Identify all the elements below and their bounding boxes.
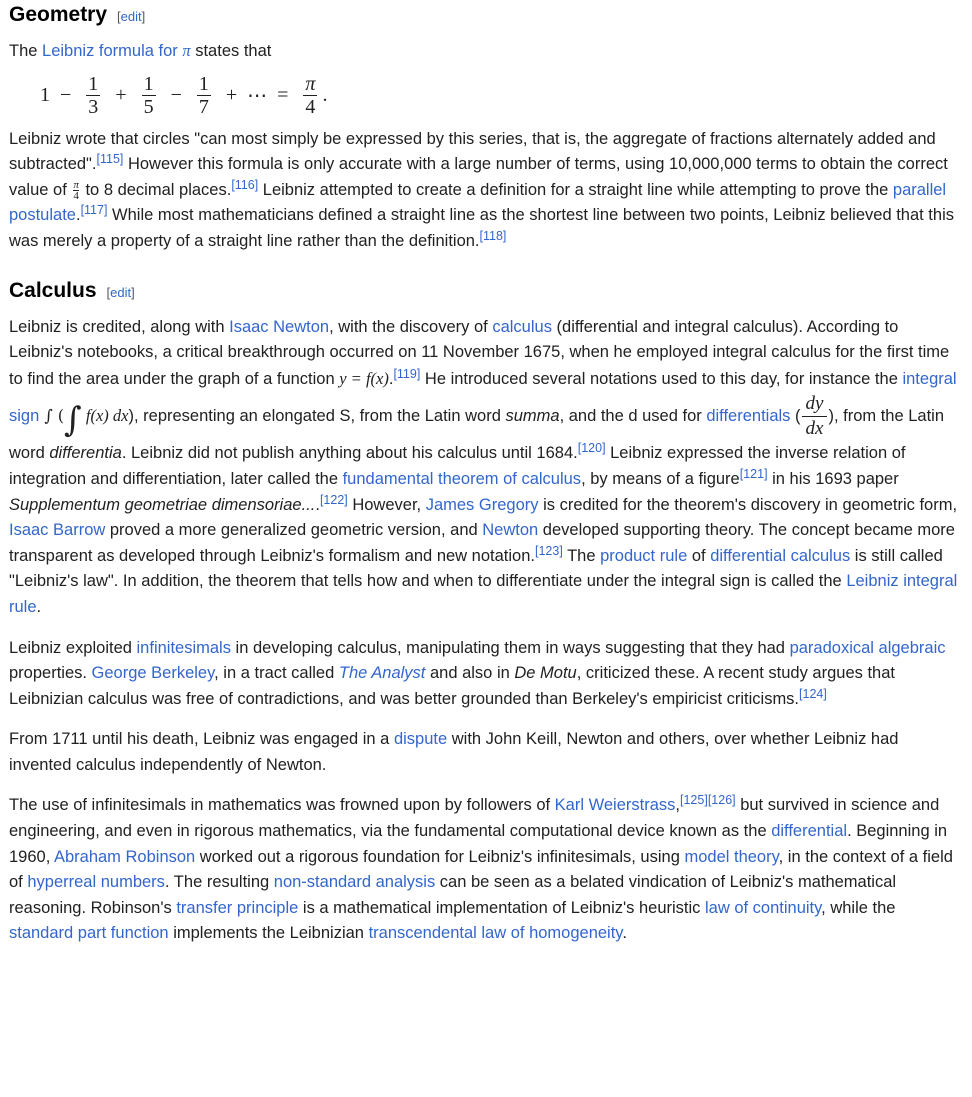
section-heading-calculus [9, 277, 963, 307]
link-parallel-postulate[interactable]: parallel postulate [9, 180, 947, 225]
link-abraham-robinson[interactable]: Abraham Robinson [53, 847, 196, 866]
link-hyperreal-numbers[interactable]: hyperreal numbers [27, 873, 165, 892]
leibniz-series-equation: 1 − $\frac{1}{3}$ + $\frac{1}{5}$ − $\frac{1}{7}$ + ⋯ = $\frac{\pi}{4}$ . [40, 73, 328, 119]
citation-115[interactable]: [115] [96, 152, 124, 167]
citation-119[interactable]: [119] [393, 366, 421, 381]
citation-124[interactable]: [124] [799, 686, 827, 701]
citation-122[interactable]: [122] [319, 492, 348, 507]
citation-123[interactable]: [123] [534, 543, 563, 558]
heading-text: Geometry [9, 3, 108, 26]
citation-117[interactable]: [117] [80, 203, 108, 218]
citation-120[interactable]: [120] [577, 441, 606, 456]
link-newton[interactable]: Newton [482, 521, 539, 540]
citation-125[interactable]: [125] [680, 793, 708, 808]
edit-section-calculus: [edit] [106, 284, 135, 300]
citation-126[interactable]: [126] [707, 793, 736, 808]
link-differentials[interactable]: differentials [706, 407, 791, 426]
link-paradoxical-algebraic[interactable]: paradoxical algebraic [789, 638, 946, 657]
link-isaac-barrow[interactable]: Isaac Barrow [9, 521, 106, 540]
link-dispute[interactable]: dispute [393, 730, 448, 749]
link-leibniz-formula[interactable]: Leibniz formula for π [42, 41, 191, 60]
link-model-theory[interactable]: model theory [684, 847, 779, 866]
citation-116[interactable]: [116] [231, 177, 259, 192]
link-standard-part-function[interactable]: standard part function [9, 924, 169, 943]
link-the-analyst[interactable]: The Analyst [338, 664, 426, 683]
paragraph: The Leibniz formula for π states that [9, 41, 272, 60]
link-transcendental-law-of-homogeneity[interactable]: transcendental law of homogeneity [368, 924, 623, 943]
link-differential[interactable]: differential [771, 822, 848, 841]
link-law-of-continuity[interactable]: law of continuity [705, 898, 822, 917]
link-infinitesimals[interactable]: infinitesimals [136, 638, 231, 657]
link-isaac-newton[interactable]: Isaac Newton [229, 317, 330, 336]
edit-link[interactable]: edit [120, 9, 142, 24]
link-transfer-principle[interactable]: transfer principle [176, 898, 299, 917]
paragraph: The use of infinitesimals in mathematics was frowned upon by followers of Karl Weierstrass,[125][126] but survived in science and engineering, and even in rigorous mathematics, via the fundamental computational device known as the differential. Beginning in 1960, Abraham Robinson worked out a rigorous foundation for Leibniz's infinitesimals, using model theory, in the context of a field of hyperreal numbers. The resulting non-standard analysis can be seen as a belated vindication of Leibniz's mathematical reasoning. Robinson's transfer principle is a mathematical implementation of Leibniz's heuristic law of continuity, while the standard part function implements the Leibnizian transcendental law of homogeneity. [9, 793, 953, 943]
link-leibniz-integral-rule[interactable]: Leibniz integral rule [9, 572, 958, 616]
edit-section-geometry: [edit] [117, 9, 146, 24]
link-calculus[interactable]: calculus [492, 317, 552, 336]
section-heading-geometry [9, 0, 963, 31]
paragraph: From 1711 until his death, Leibniz was engaged in a dispute with John Keill, Newton and others, over whether Leibniz had invented calculus independently of Newton. [9, 730, 899, 774]
link-non-standard-analysis[interactable]: non-standard analysis [273, 873, 436, 892]
paragraph: Leibniz wrote that circles "can most simply be expressed by this series, that is, the aggregate of fractions alternately added and subtracted".[115] However this formula is only accurate with a large number of terms, using 10,000,000 terms to obtain the correct value of $\frac{\pi}{4}$ to 8 decimal places.[116] Leibniz attempted to create a definition for a straight line while attempting to prove the parallel postulate.[117] While most mathematicians defined a straight line as the shortest line between two points, Leibniz believed that this was merely a property of a straight line rather than the definition.[118] [9, 129, 954, 250]
link-product-rule[interactable]: product rule [600, 546, 688, 565]
citation-121[interactable]: [121] [739, 466, 768, 481]
link-karl-weierstrass[interactable]: Karl Weierstrass [554, 796, 676, 815]
function-notation: y = f(x) [339, 368, 389, 388]
link-integral-sign[interactable]: integral sign [9, 369, 957, 426]
link-fundamental-theorem[interactable]: fundamental theorem of calculus [342, 469, 582, 488]
link-james-gregory[interactable]: James Gregory [425, 495, 539, 514]
link-george-berkeley[interactable]: George Berkeley [91, 664, 215, 683]
citation-118[interactable]: [118] [479, 228, 507, 243]
dy-dx-fraction: $\frac{dy}{dx}$ [802, 392, 828, 441]
pi-over-4: $\frac{\pi}{4}$ [73, 178, 79, 202]
integral-symbol: ∫ [64, 400, 82, 441]
link-differential-calculus[interactable]: differential calculus [710, 546, 851, 565]
edit-link[interactable]: edit [110, 284, 132, 300]
paragraph: Leibniz exploited infinitesimals in developing calculus, manipulating them in ways suggesting that they had paradoxical algebraic properties. George Berkeley, in a tract called The Analyst and also in De Motu, criticized these. A recent study argues that Leibnizian calculus was free of contradictions, and was better grounded than Berkeley's empiricist criticisms.[124] [9, 638, 946, 708]
heading-text: Calculus [9, 278, 97, 302]
paragraph: Leibniz is credited, along with Isaac Newton, with the discovery of calculus (differential and integral calculus). According to Leibniz's notebooks, a critical breakthrough occurred on 11 November 1675, when he employed integral calculus for the first time to find the area under the graph of a function y = f(x).[119] He introduced several notations used to this day, for instance the integral sign ∫ (∫ f(x) dx), representing an elongated S, from the Latin word summa, and the d used for differentials ( $\frac{dy}{dx}$ ), from the Latin word differentia. Leibniz did not publish anything about his calculus until 1684.[120] Leibniz expressed the inverse relation of integration and differentiation, later called the fundamental theorem of calculus, by means of a figure[121] in his 1693 paper Supplementum geometriae dimensoriae....[122] However, James Gregory is credited for the theorem's discovery in geometric form, Isaac Barrow proved a more generalized geometric version, and Newton developed supporting theory. The concept became more transparent as developed through Leibniz's formalism and new notation.[123] The product rule of differential calculus is still called "Leibniz's law". In addition, the theorem that tells how and when to differentiate under the integral sign is called the Leibniz integral rule. [9, 317, 958, 616]
